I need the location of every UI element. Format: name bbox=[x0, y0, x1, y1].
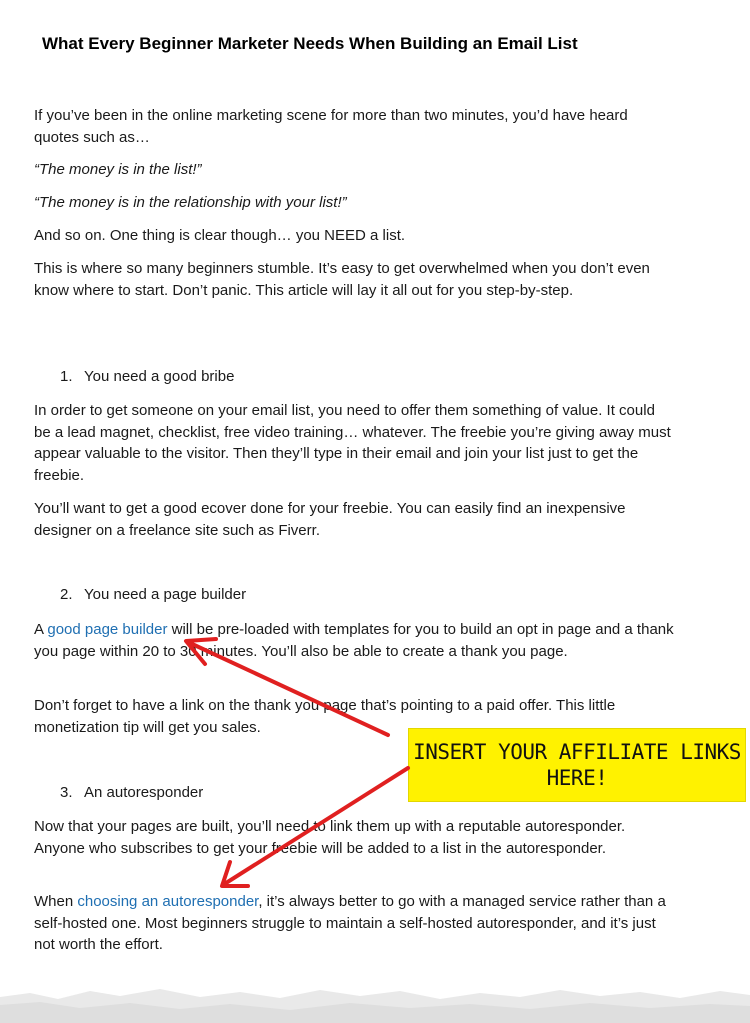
callout-line-2: HERE! bbox=[546, 766, 608, 790]
section-2-paragraph-1 bbox=[34, 619, 674, 662]
section-1-number: 1. bbox=[60, 368, 73, 385]
arrow-head-autoresponder bbox=[222, 862, 248, 886]
intro-paragraph-1: If you’ve been in the online marketing scene for more than two minutes, you’d have heard quotes such as… bbox=[34, 107, 628, 146]
document-title: What Every Beginner Marketer Needs When Building an Email List bbox=[42, 34, 578, 53]
section-2-number: 2. bbox=[60, 586, 73, 603]
affiliate-callout-box bbox=[408, 728, 746, 802]
section-3-paragraph-2 bbox=[34, 891, 674, 956]
intro-quote-2: “The money is in the relationship with your list!” bbox=[34, 194, 347, 211]
section-3-p2-suffix: , it’s always better to go with a managed service rather than a self-hosted one. Most beginners struggle to maintain a self-hosted autoresponder, and it’s just not worth the effort. bbox=[34, 893, 666, 953]
section-1-heading bbox=[60, 368, 234, 385]
good-page-builder-link[interactable]: good page builder bbox=[47, 621, 168, 638]
section-3-number: 3. bbox=[60, 784, 73, 801]
callout-line-1: INSERT YOUR AFFILIATE LINKS bbox=[413, 740, 741, 764]
intro-paragraph-2: And so on. One thing is clear though… you NEED a list. bbox=[34, 227, 406, 244]
choosing-autoresponder-link[interactable]: choosing an autoresponder bbox=[77, 893, 259, 910]
section-1-paragraph-2: You’ll want to get a good ecover done for your freebie. You can easily find an inexpensive designer on a freelance site such as Fiverr. bbox=[34, 500, 626, 539]
intro-quote-1: “The money is in the list!” bbox=[34, 161, 202, 178]
section-2-title: You need a page builder bbox=[84, 586, 247, 603]
section-2-p1-prefix: A bbox=[34, 621, 48, 638]
section-3-heading bbox=[60, 784, 203, 801]
intro-paragraph-3: This is where so many beginners stumble. It’s easy to get overwhelmed when you don’t even know where to start. Don’t panic. This article will lay it all out for you step-by-step. bbox=[34, 260, 650, 299]
section-3-title: An autoresponder bbox=[84, 784, 204, 801]
section-1-paragraph-1: In order to get someone on your email list, you need to offer them something of value. It could be a lead magnet, checklist, free video training… whatever. The freebie you’re giving away must appear valuable to the visitor. Then they’ll type in their email and join your list just to get the freebie. bbox=[34, 402, 671, 484]
section-2-paragraph-2: Don’t forget to have a link on the thank you page that’s pointing to a paid offer. This little monetization tip will get you sales. bbox=[34, 697, 616, 736]
torn-paper-edge bbox=[0, 975, 750, 1023]
section-3-p2-prefix: When bbox=[34, 893, 78, 910]
section-2-p1-suffix: will be pre-loaded with templates for you to build an opt in page and a thank you page within 20 to 30 minutes. You’ll also be able to create a thank you page. bbox=[34, 621, 674, 660]
section-3-paragraph-1: Now that your pages are built, you’ll need to link them up with a reputable autoresponder. Anyone who subscribes to get your freebie will be added to a list in the autoresponder. bbox=[34, 818, 626, 857]
section-1-title: You need a good bribe bbox=[84, 368, 235, 385]
section-2-heading bbox=[60, 586, 246, 603]
